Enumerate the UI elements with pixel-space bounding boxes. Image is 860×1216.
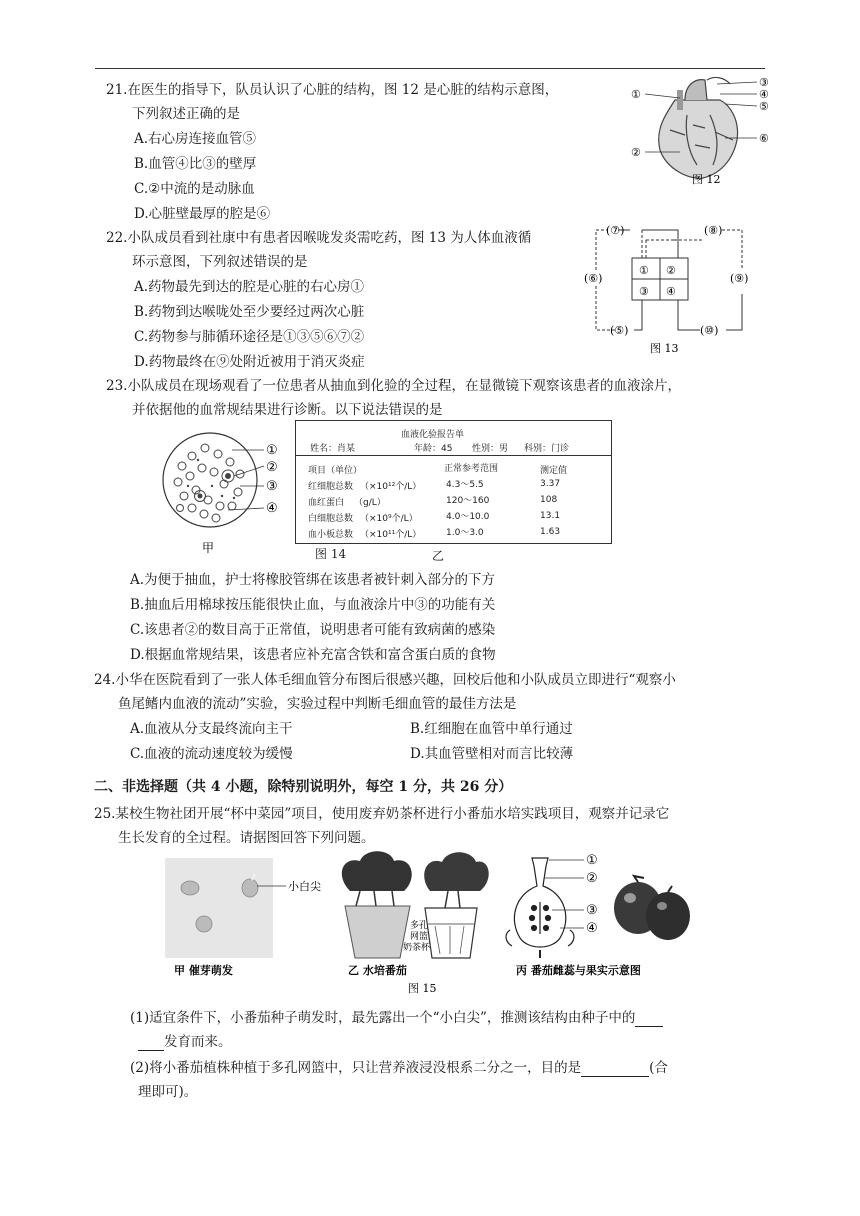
- q24-option-c[interactable]: C.血液的流动速度较为缓慢: [130, 746, 293, 762]
- seed-1: [181, 881, 199, 895]
- report-row-value: 3.37: [540, 479, 561, 489]
- circ-label-2: ②: [666, 264, 676, 277]
- plant-cup-photo: [342, 851, 412, 958]
- q25-stem-line1: 25.某校生物社团开展“杯中菜园”项目，使用废弃奶茶杯进行小番茄水培实践项目，观察并记录它: [94, 806, 670, 822]
- q25-part1-line2: [138, 1030, 232, 1051]
- report-row-value: 1.63: [540, 527, 561, 537]
- circ-label-6: (⑥): [584, 272, 603, 285]
- report-row-item: 白细胞总数: [308, 514, 354, 524]
- report-rule: [296, 455, 611, 456]
- q24-stem-line1: 24.小华在医院看到了一张人体毛细血管分布图后很感兴趣，回校后他和小队成员立即进行“观察小: [94, 672, 676, 688]
- circ-label-7: (⑦): [606, 224, 625, 237]
- q25-part2-blank[interactable]: [581, 1060, 649, 1077]
- report-row-value: 108: [540, 495, 558, 505]
- report-row-unit: （×10¹¹个/L）: [360, 530, 422, 540]
- heart-label-2: ②: [631, 146, 641, 159]
- q24-option-a[interactable]: A.血液从分支最终流向主干: [130, 721, 293, 737]
- heart-label-1: ①: [631, 88, 641, 101]
- q25-stem-line2: 生长发育的全过程。请据图回答下列问题。: [118, 830, 375, 846]
- label-net-1: 多孔: [410, 921, 429, 931]
- section-heading: 二、非选择题（共 4 小题，除特别说明外，每空 1 分，共 26 分）: [94, 779, 513, 795]
- report-col-range: 正常参考范围: [444, 464, 499, 474]
- q22-option-c[interactable]: C.药物参与肺循环途径是①③⑤⑥⑦②: [134, 329, 365, 345]
- circ-label-9: (⑨): [730, 272, 749, 285]
- fig15-caption: 图 15: [408, 982, 437, 995]
- fig13-caption: 图 13: [650, 342, 679, 355]
- pistil-label-3: ③: [586, 903, 598, 918]
- report-row-range: 4.3～5.5: [446, 480, 484, 490]
- q25-part2-line2: 理即可)。: [138, 1084, 198, 1100]
- smear-label-3: ③: [266, 479, 278, 494]
- fig15-sub-b: 乙 水培番茄: [348, 964, 407, 977]
- pistil-label-2: ②: [586, 871, 598, 886]
- smear-label-2: ②: [266, 460, 278, 475]
- label-white-tip: 小白尖: [288, 880, 321, 893]
- q23-option-d[interactable]: D.根据血常规结果，该患者应补充富含铁和富含蛋白质的食物: [130, 647, 496, 663]
- report-row-item: 血小板总数: [308, 530, 354, 540]
- q23-stem-line2: 并依据他的血常规结果进行诊断。以下说法错误的是: [132, 402, 443, 418]
- q25-part2-text: (2)将小番茄植株种植于多孔网篮中，只让营养液浸没根系二分之一，目的是: [130, 1060, 582, 1076]
- label-net-2: 网篮: [410, 932, 429, 942]
- q24-option-b[interactable]: B.红细胞在血管中单行通过: [410, 721, 573, 737]
- q21-option-b[interactable]: B.血管④比③的壁厚: [134, 156, 257, 172]
- report-dept: 科别：门诊: [524, 444, 570, 454]
- q25-part2-note: (合: [649, 1060, 668, 1076]
- fig12-caption: 图 12: [692, 173, 721, 186]
- q25-part1-text: (1)适宜条件下，小番茄种子萌发时，最先露出一个“小白尖”，推测该结构由种子中的: [130, 1010, 636, 1026]
- pistil-diagram: [506, 858, 574, 958]
- q23-option-b[interactable]: B.抽血后用棉球按压能很快止血，与血液涂片中③的功能有关: [130, 597, 496, 613]
- seed-3: [196, 916, 212, 932]
- q22-stem-line1: 22.小队成员看到社康中有患者因喉咙发炎需吃药，图 13 为人体血液循: [106, 230, 532, 246]
- report-sex: 性别：男: [472, 444, 509, 454]
- report-name: 姓名：肖某: [310, 444, 356, 454]
- net-basket-cup: [424, 852, 488, 958]
- blood-report-table: [295, 420, 612, 544]
- q21-option-a[interactable]: A.右心房连接血管⑤: [134, 131, 257, 147]
- q21-stem-line1: 21.在医生的指导下，队员认识了心脏的结构，图 12 是心脏的结构示意图，: [106, 82, 559, 98]
- report-row-range: 1.0～3.0: [446, 528, 484, 538]
- circ-label-3: ③: [639, 285, 649, 298]
- report-col-value: 测定值: [540, 466, 568, 476]
- circ-label-8: (⑧): [704, 224, 723, 237]
- report-age: 年龄：45: [414, 444, 453, 454]
- q24-stem-line2: 鱼尾鳍内血液的流动”实验，实验过程中判断毛细血管的最佳方法是: [118, 696, 517, 712]
- circulation-diagram: [582, 210, 757, 358]
- seed-2: [242, 879, 258, 897]
- report-col-item: 项目（单位）: [308, 466, 363, 476]
- heart-label-5: ⑤: [759, 100, 769, 113]
- q25-part1-end: 发育而来。: [164, 1034, 232, 1050]
- pistil-label-1: ①: [586, 853, 598, 868]
- report-title: 血液化验报告单: [401, 430, 465, 440]
- circ-label-10: (⑩): [700, 324, 719, 337]
- heart-label-6: ⑥: [759, 132, 769, 145]
- q22-stem-line2: 环示意图，下列叙述错误的是: [132, 254, 308, 270]
- report-row-item: 血红蛋白: [308, 498, 345, 508]
- tomato-fruits-photo: [614, 876, 690, 940]
- fig15-sub-c: 丙 番茄雌蕊与果实示意图: [516, 964, 641, 977]
- q25-part1-line1: [130, 1006, 663, 1027]
- q23-stem-line1: 23.小队成员在现场观看了一位患者从抽血到化验的全过程，在显微镜下观察该患者的血液涂片，: [106, 378, 681, 394]
- fig14-sub-a: 甲: [202, 541, 215, 555]
- q21-option-c[interactable]: C.②中流的是动脉血: [134, 181, 255, 197]
- header-rule: [95, 68, 765, 69]
- label-cup: 奶茶杯: [403, 943, 431, 953]
- pistil-label-4: ④: [586, 921, 598, 936]
- heart-label-4: ④: [759, 88, 769, 101]
- q22-option-b[interactable]: B.药物到达喉咙处至少要经过两次心脏: [134, 304, 365, 320]
- q23-option-a[interactable]: A.为便于抽血，护士将橡胶管绑在该患者被针刺入部分的下方: [130, 572, 496, 588]
- heart-diagram: [625, 70, 775, 188]
- q25-part2-line1: [130, 1056, 668, 1077]
- q23-option-c[interactable]: C.该患者②的数目高于正常值，说明患者可能有致病菌的感染: [130, 622, 496, 638]
- blood-smear-diagram: [160, 430, 290, 560]
- heart-label-3: ③: [759, 76, 769, 89]
- q21-stem-line2: 下列叙述正确的是: [132, 106, 240, 122]
- report-row-item: 红细胞总数: [308, 482, 354, 492]
- report-row-range: 4.0～10.0: [446, 512, 490, 522]
- fig15-sub-a: 甲 催芽萌发: [174, 964, 233, 977]
- q22-option-a[interactable]: A.药物最先到达的腔是心脏的右心房①: [134, 279, 365, 295]
- circ-label-5: (⑤): [610, 324, 629, 337]
- circ-label-1: ①: [639, 264, 649, 277]
- circ-label-4: ④: [666, 285, 676, 298]
- report-row-unit: （×10¹²个/L）: [360, 482, 422, 492]
- smear-label-1: ①: [266, 443, 278, 458]
- fig14-sub-b: 乙: [432, 549, 445, 563]
- tomato-figure: [160, 846, 725, 996]
- report-row-value: 13.1: [540, 511, 561, 521]
- q24-option-d[interactable]: D.其血管壁相对而言比较薄: [410, 746, 574, 762]
- report-row-range: 120～160: [446, 496, 490, 506]
- report-row-unit: （×10⁹个/L）: [360, 514, 418, 524]
- q25-part1-blank[interactable]: [635, 1010, 663, 1027]
- fig14-caption: 图 14: [315, 547, 347, 561]
- report-row-unit: （g/L）: [354, 498, 386, 508]
- q22-option-d[interactable]: D.药物最终在⑨处附近被用于消灭炎症: [134, 354, 365, 370]
- q21-option-d[interactable]: D.心脏壁最厚的腔是⑥: [134, 206, 271, 222]
- smear-label-4: ④: [266, 501, 278, 516]
- q25-part1-blank-cont[interactable]: [138, 1034, 164, 1051]
